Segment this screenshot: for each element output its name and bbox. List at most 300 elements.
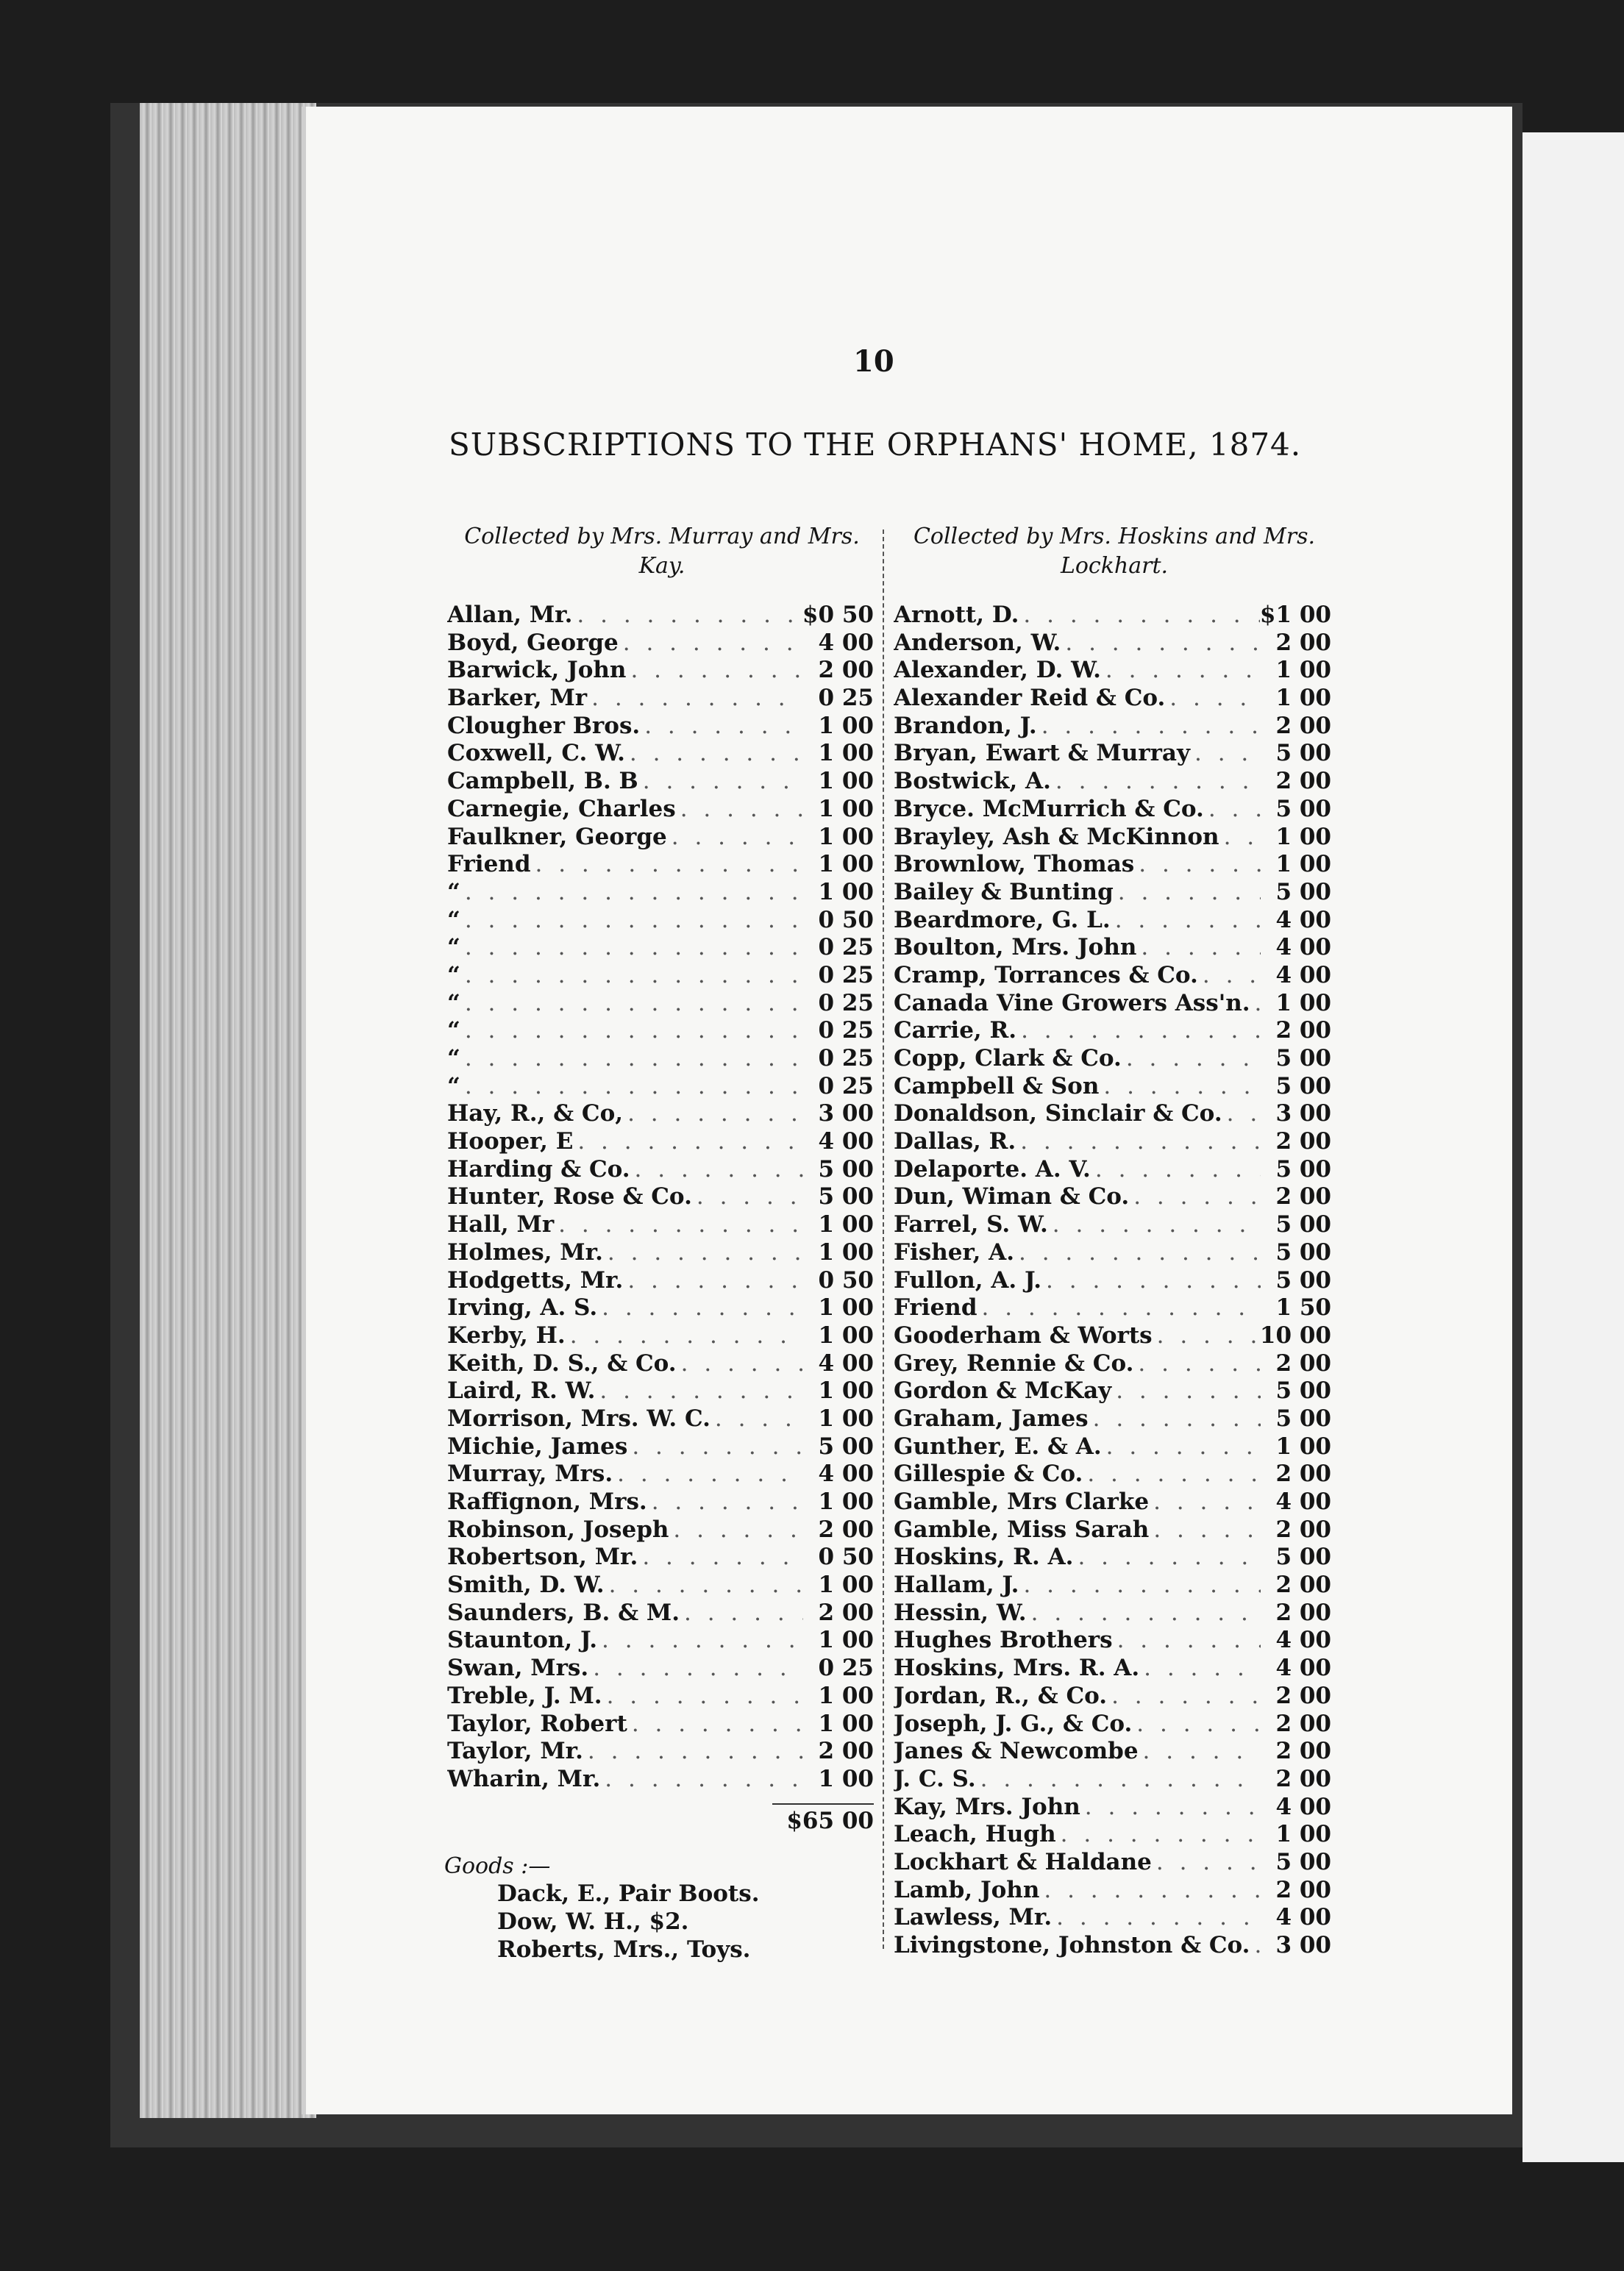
list-item <box>447 1433 874 1461</box>
subscriber-name: Boulton, Mrs. John <box>894 934 1137 961</box>
subscriber-name: Joseph, J. G., & Co. <box>894 1710 1133 1737</box>
list-item <box>894 1489 1331 1516</box>
list-item <box>447 824 874 852</box>
list-item <box>894 602 1331 630</box>
leader-dots <box>1134 851 1261 879</box>
leader-dots <box>1089 1405 1261 1433</box>
list-item <box>447 1627 874 1655</box>
subscriber-name: Hessin, W. <box>894 1599 1027 1626</box>
leader-dots <box>1080 1794 1261 1822</box>
leader-dots <box>1139 1738 1261 1766</box>
subscriber-name: Faulkner, George <box>447 823 667 850</box>
subscription-amount: 1 00 <box>818 740 874 767</box>
list-item <box>447 602 874 630</box>
subscriber-name: Michie, James <box>447 1433 628 1460</box>
page-edges <box>140 103 316 2118</box>
list-item <box>894 934 1331 962</box>
list-item <box>447 1377 874 1405</box>
list-item <box>894 1821 1331 1849</box>
subscription-amount: 5 00 <box>1275 1544 1331 1571</box>
leader-dots <box>710 1405 803 1433</box>
list-item <box>894 1655 1331 1683</box>
right-column-heading: Collected by Mrs. Hoskins and Mrs. Lockhart. <box>913 524 1316 579</box>
list-item <box>447 990 874 1018</box>
list-item <box>894 1350 1331 1378</box>
subscription-amount: 1 00 <box>1275 823 1331 850</box>
leader-dots <box>531 851 803 879</box>
right-subscription-list <box>894 602 1331 1960</box>
left-subscription-list <box>447 602 874 1794</box>
subscription-amount: 2 00 <box>1275 1128 1331 1155</box>
list-item <box>447 1489 874 1516</box>
subscription-amount: 4 00 <box>818 1350 874 1377</box>
subscriber-name: Donaldson, Sinclair & Co. <box>894 1100 1222 1127</box>
list-item <box>447 1073 874 1101</box>
leader-dots <box>1019 1572 1261 1600</box>
leader-dots <box>588 1655 803 1683</box>
subscriber-name: Lawless, Mr. <box>894 1904 1053 1931</box>
subscriber-name: “ <box>447 1072 460 1099</box>
list-item <box>447 1405 874 1433</box>
list-item <box>447 1322 874 1350</box>
subscription-amount: 2 00 <box>1275 1572 1331 1599</box>
subscriber-name: Alexander Reid & Co. <box>894 685 1166 712</box>
list-item <box>894 1516 1331 1544</box>
subscription-amount: 2 00 <box>1275 1599 1331 1626</box>
list-item <box>894 824 1331 852</box>
list-item <box>894 1738 1331 1766</box>
subscriber-name: Treble, J. M. <box>447 1682 602 1709</box>
subscriber-name: Raffignon, Mrs. <box>447 1489 647 1515</box>
subscriber-name: “ <box>447 934 460 961</box>
subscriber-name: Dallas, R. <box>894 1128 1016 1155</box>
subscriber-name: Hooper, E <box>447 1128 574 1155</box>
leader-dots <box>1132 1711 1261 1739</box>
list-item <box>447 1128 874 1156</box>
leader-dots <box>1139 1655 1261 1683</box>
subscription-amount: 5 00 <box>1275 740 1331 767</box>
subscriber-name: Kerby, H. <box>447 1322 566 1349</box>
subscriber-name: Gamble, Mrs Clarke <box>894 1489 1150 1515</box>
subscriber-name: Holmes, Mr. <box>447 1238 603 1266</box>
subscription-amount: 2 00 <box>818 1516 874 1543</box>
subscriber-name: Saunders, B. & M. <box>447 1599 680 1626</box>
list-item <box>447 1239 874 1267</box>
leader-dots <box>1190 740 1261 768</box>
leader-dots <box>1037 713 1261 741</box>
leader-dots <box>1114 879 1261 907</box>
leader-dots <box>976 1766 1261 1794</box>
leader-dots <box>1153 1322 1260 1350</box>
subscriber-name: Harding & Co. <box>447 1155 630 1183</box>
list-item <box>894 1377 1331 1405</box>
list-item <box>894 879 1331 907</box>
subscriber-name: Arnott, D. <box>894 602 1019 628</box>
subscriber-name: Delaporte. A. V. <box>894 1155 1091 1183</box>
list-item <box>894 1156 1331 1184</box>
subscriber-name: Kay, Mrs. John <box>894 1793 1080 1820</box>
subscription-amount: 1 00 <box>818 1682 874 1709</box>
subscriber-name: Friend <box>894 1294 977 1322</box>
list-item <box>447 768 874 796</box>
subscriber-name: Campbell, B. B <box>447 768 638 795</box>
leader-dots <box>623 1267 803 1295</box>
subscription-amount: 1 00 <box>818 1765 874 1792</box>
subscription-amount: 2 00 <box>818 657 874 684</box>
subscriber-name: Barker, Mr <box>447 685 588 712</box>
subscription-amount: 4 00 <box>1275 1904 1331 1931</box>
subscriber-name: Hunter, Rose & Co. <box>447 1183 692 1211</box>
subscriber-name: Hoskins, R. A. <box>894 1544 1074 1571</box>
list-item <box>894 1267 1331 1295</box>
leader-dots <box>676 796 803 824</box>
subscriber-name: Bryce. McMurrich & Co. <box>894 795 1204 822</box>
leader-dots <box>602 1683 803 1711</box>
subscription-amount: 4 00 <box>818 1128 874 1155</box>
list-item <box>894 1461 1331 1489</box>
subscription-amount: 0 50 <box>818 1544 874 1571</box>
subscriber-name: Brownlow, Thomas <box>894 851 1135 878</box>
leader-dots <box>1016 1128 1261 1156</box>
list-item <box>894 1239 1331 1267</box>
subscription-amount: 5 00 <box>818 1183 874 1211</box>
subscriber-name: Livingstone, Johnston & Co. <box>894 1932 1250 1958</box>
page-number: 10 <box>853 344 894 379</box>
subscription-amount: 5 00 <box>1275 795 1331 822</box>
subscriber-name: Irving, A. S. <box>447 1294 598 1322</box>
list-item <box>447 1544 874 1572</box>
subscription-amount: $0 50 <box>802 602 874 628</box>
leader-dots <box>1165 685 1261 713</box>
leader-dots <box>605 1572 803 1600</box>
subscription-amount: 5 00 <box>818 1433 874 1460</box>
goods-label: Goods :— <box>444 1853 551 1879</box>
list-item <box>447 934 874 962</box>
list-item <box>447 1766 874 1794</box>
leader-dots <box>1250 990 1261 1018</box>
leader-dots <box>625 740 803 768</box>
subscription-amount: 5 00 <box>1275 1211 1331 1238</box>
leader-dots <box>627 1711 803 1739</box>
subscriber-name: Carnegie, Charles <box>447 795 676 822</box>
leader-dots <box>626 657 803 685</box>
list-item <box>894 796 1331 824</box>
subscriber-name: Carrie, R. <box>894 1017 1017 1044</box>
subscriber-name: Fisher, A. <box>894 1238 1015 1266</box>
subscription-amount: 5 00 <box>1275 1155 1331 1183</box>
subscriber-name: Robertson, Mr. <box>447 1544 638 1571</box>
page-title: SUBSCRIPTIONS TO THE ORPHANS' HOME, 1874. <box>449 427 1302 463</box>
subscription-amount: 4 00 <box>818 629 874 656</box>
leader-dots <box>460 879 803 907</box>
leader-dots <box>1198 962 1261 990</box>
leader-dots <box>1048 1211 1261 1239</box>
leader-dots <box>1099 1073 1261 1101</box>
leader-dots <box>1149 1489 1261 1516</box>
list-item <box>894 907 1331 935</box>
subscription-amount: 2 00 <box>818 1599 874 1626</box>
subscriber-name: Farrel, S. W. <box>894 1211 1048 1238</box>
leader-dots <box>638 768 803 796</box>
subscription-amount: 0 25 <box>818 1072 874 1099</box>
list-item <box>894 1544 1331 1572</box>
subscriber-name: Bryan, Ewart & Murray <box>894 740 1190 767</box>
leader-dots <box>677 1350 803 1378</box>
subscription-amount: 2 00 <box>1275 1710 1331 1737</box>
leader-dots <box>460 990 803 1018</box>
leader-dots <box>680 1600 803 1628</box>
goods-item: Roberts, Mrs., Toys. <box>497 1936 751 1963</box>
list-item <box>447 685 874 713</box>
subscription-amount: 5 00 <box>1275 1266 1331 1294</box>
left-total: $65 00 <box>772 1803 874 1834</box>
leader-dots <box>600 1766 803 1794</box>
subscription-amount: 4 00 <box>1275 961 1331 988</box>
leader-dots <box>597 1294 803 1322</box>
leader-dots <box>587 685 803 713</box>
list-item <box>894 1683 1331 1711</box>
subscriber-name: Staunton, J. <box>447 1627 598 1654</box>
subscriber-name: Hay, R., & Co, <box>447 1100 624 1127</box>
leader-dots <box>1102 1433 1261 1461</box>
list-item <box>894 1627 1331 1655</box>
subscriber-name: Cramp, Torrances & Co. <box>894 961 1198 988</box>
list-item <box>447 713 874 741</box>
subscription-amount: 1 00 <box>818 1405 874 1432</box>
subscription-amount: 1 00 <box>818 1322 874 1349</box>
leader-dots <box>1113 1627 1261 1655</box>
leader-dots <box>460 907 803 935</box>
leader-dots <box>1152 1849 1261 1877</box>
list-item <box>447 1655 874 1683</box>
subscription-amount: 4 00 <box>1275 934 1331 961</box>
leader-dots <box>460 1017 803 1045</box>
list-item <box>894 1794 1331 1822</box>
leader-dots <box>1061 630 1261 657</box>
subscriber-name: Gooderham & Worts <box>894 1322 1153 1349</box>
subscriber-name: Hall, Mr <box>447 1211 555 1238</box>
leader-dots <box>573 1128 803 1156</box>
subscriber-name: “ <box>447 961 460 988</box>
leader-dots <box>1091 1156 1261 1184</box>
list-item <box>894 657 1331 685</box>
list-item <box>894 851 1331 879</box>
list-item <box>447 1600 874 1628</box>
leader-dots <box>1122 1045 1261 1073</box>
list-item <box>447 907 874 935</box>
leader-dots <box>1019 602 1260 630</box>
subscription-amount: 3 00 <box>1275 1100 1331 1127</box>
list-item <box>894 630 1331 657</box>
leader-dots <box>623 1100 803 1128</box>
leader-dots <box>640 713 803 741</box>
subscription-amount: 2 00 <box>1275 768 1331 795</box>
subscription-amount: 2 00 <box>1275 1017 1331 1044</box>
list-item <box>447 1711 874 1739</box>
list-item <box>894 1017 1331 1045</box>
subscription-amount: 1 00 <box>818 1238 874 1266</box>
subscription-amount: 0 25 <box>818 989 874 1016</box>
list-item <box>894 1294 1331 1322</box>
subscription-amount: 0 25 <box>818 685 874 712</box>
leader-dots <box>647 1489 803 1516</box>
list-item <box>894 1600 1331 1628</box>
subscription-amount: 5 00 <box>1275 1072 1331 1099</box>
goods-item: Dack, E., Pair Boots. <box>497 1880 760 1907</box>
list-item <box>894 1904 1331 1932</box>
subscriber-name: Dun, Wiman & Co. <box>894 1183 1130 1211</box>
leader-dots <box>460 1073 803 1101</box>
leader-dots <box>1222 1100 1261 1128</box>
subscriber-name: Barwick, John <box>447 657 627 684</box>
subscription-amount: 0 25 <box>818 1017 874 1044</box>
subscriber-name: Friend <box>447 851 531 878</box>
goods-list <box>497 1880 760 1964</box>
list-item <box>894 1433 1331 1461</box>
list-item <box>894 1711 1331 1739</box>
facing-page-edge <box>1522 132 1624 2162</box>
subscriber-name: Grey, Rennie & Co. <box>894 1350 1134 1377</box>
leader-dots <box>613 1461 803 1489</box>
leader-dots <box>669 1516 803 1544</box>
leader-dots <box>619 630 803 657</box>
subscription-amount: 2 00 <box>1275 1183 1331 1211</box>
list-item <box>894 1877 1331 1905</box>
list-item <box>447 1156 874 1184</box>
subscriber-name: Smith, D. W. <box>447 1572 605 1599</box>
subscription-amount: 4 00 <box>1275 1627 1331 1654</box>
subscription-amount: 4 00 <box>1275 1489 1331 1515</box>
subscription-amount: 1 00 <box>818 1294 874 1322</box>
subscription-amount: 5 00 <box>1275 1377 1331 1405</box>
leader-dots <box>566 1322 803 1350</box>
subscription-amount: 3 00 <box>1275 1932 1331 1958</box>
list-item <box>894 740 1331 768</box>
subscriber-name: Alexander, D. W. <box>894 657 1101 684</box>
subscription-amount: 1 00 <box>1275 989 1331 1016</box>
subscriber-name: Taylor, Robert <box>447 1710 627 1737</box>
subscriber-name: Hughes Brothers <box>894 1627 1113 1654</box>
subscriber-name: Clougher Bros. <box>447 712 641 739</box>
list-item <box>894 962 1331 990</box>
list-item <box>894 1100 1331 1128</box>
subscriber-name: “ <box>447 1017 460 1044</box>
leader-dots <box>460 1045 803 1073</box>
list-item <box>447 1350 874 1378</box>
subscriber-name: Bostwick, A. <box>894 768 1051 795</box>
subscription-amount: 2 00 <box>818 1738 874 1765</box>
leader-dots <box>572 602 802 630</box>
subscription-amount: 4 00 <box>1275 1655 1331 1682</box>
subscription-amount: 1 50 <box>1275 1294 1331 1322</box>
subscription-amount: 1 00 <box>818 1489 874 1515</box>
subscriber-name: J. C. S. <box>894 1765 976 1792</box>
subscription-amount: 1 00 <box>1275 1821 1331 1848</box>
subscriber-name: Beardmore, G. L. <box>894 906 1111 933</box>
subscription-amount: 2 00 <box>1275 1876 1331 1903</box>
subscriber-name: Copp, Clark & Co. <box>894 1045 1122 1072</box>
list-item <box>894 1128 1331 1156</box>
subscription-amount: 10 00 <box>1259 1322 1331 1349</box>
leader-dots <box>1083 1461 1261 1489</box>
column-divider <box>883 530 884 1949</box>
subscriber-name: Gamble, Miss Sarah <box>894 1516 1150 1543</box>
subscription-amount: 1 00 <box>818 823 874 850</box>
subscription-amount: 1 00 <box>818 795 874 822</box>
subscription-amount: 1 00 <box>1275 851 1331 878</box>
subscription-amount: 5 00 <box>1275 1045 1331 1072</box>
subscriber-name: Keith, D. S., & Co. <box>447 1350 677 1377</box>
goods-item: Dow, W. H., $2. <box>497 1908 689 1935</box>
leader-dots <box>583 1738 803 1766</box>
subscription-amount: 0 25 <box>818 1655 874 1682</box>
subscriber-name: Murray, Mrs. <box>447 1461 613 1488</box>
leader-dots <box>603 1239 803 1267</box>
subscriber-name: Allan, Mr. <box>447 602 573 628</box>
leader-dots <box>1250 1932 1261 1960</box>
leader-dots <box>1133 1350 1261 1378</box>
leader-dots <box>1041 1267 1261 1295</box>
subscription-amount: 0 25 <box>818 934 874 961</box>
subscription-amount: 1 00 <box>818 1572 874 1599</box>
leader-dots <box>1219 824 1261 852</box>
leader-dots <box>1039 1877 1261 1905</box>
list-item <box>447 796 874 824</box>
leader-dots <box>627 1433 803 1461</box>
list-item <box>894 1849 1331 1877</box>
leader-dots <box>1149 1516 1261 1544</box>
list-item <box>894 1932 1331 1960</box>
list-item <box>447 1572 874 1600</box>
subscription-amount: 1 00 <box>818 1710 874 1737</box>
subscriber-name: “ <box>447 1045 460 1072</box>
list-item <box>447 740 874 768</box>
subscription-amount: 1 00 <box>1275 1433 1331 1460</box>
subscription-amount: 5 00 <box>1275 1405 1331 1432</box>
leader-dots <box>1016 1017 1261 1045</box>
list-item <box>447 1017 874 1045</box>
subscription-amount: 0 50 <box>818 906 874 933</box>
list-item <box>447 1738 874 1766</box>
subscriber-name: Lamb, John <box>894 1876 1040 1903</box>
subscription-amount: 2 00 <box>1275 1461 1331 1488</box>
subscriber-name: Gordon & McKay <box>894 1377 1112 1405</box>
subscriber-name: Robinson, Joseph <box>447 1516 669 1543</box>
list-item <box>447 657 874 685</box>
list-item <box>894 1322 1331 1350</box>
list-item <box>894 685 1331 713</box>
subscription-amount: 2 00 <box>1275 1350 1331 1377</box>
subscriber-name: Wharin, Mr. <box>447 1765 601 1792</box>
subscriber-name: “ <box>447 906 460 933</box>
leader-dots <box>692 1183 803 1211</box>
leader-dots <box>977 1294 1261 1322</box>
leader-dots <box>667 824 803 852</box>
list-item <box>894 768 1331 796</box>
subscription-amount: 1 00 <box>818 1211 874 1238</box>
subscription-amount: 2 00 <box>1275 1682 1331 1709</box>
subscriber-name: “ <box>447 989 460 1016</box>
subscription-amount: 1 00 <box>818 712 874 739</box>
subscriber-name: Campbell & Son <box>894 1072 1100 1099</box>
list-item <box>447 1267 874 1295</box>
subscriber-name: Hallam, J. <box>894 1572 1019 1599</box>
subscription-amount: 0 25 <box>818 1045 874 1072</box>
subscriber-name: Janes & Newcombe <box>894 1738 1139 1765</box>
leader-dots <box>1101 657 1261 685</box>
subscriber-name: Bailey & Bunting <box>894 878 1114 905</box>
subscription-amount: 2 00 <box>1275 1516 1331 1543</box>
